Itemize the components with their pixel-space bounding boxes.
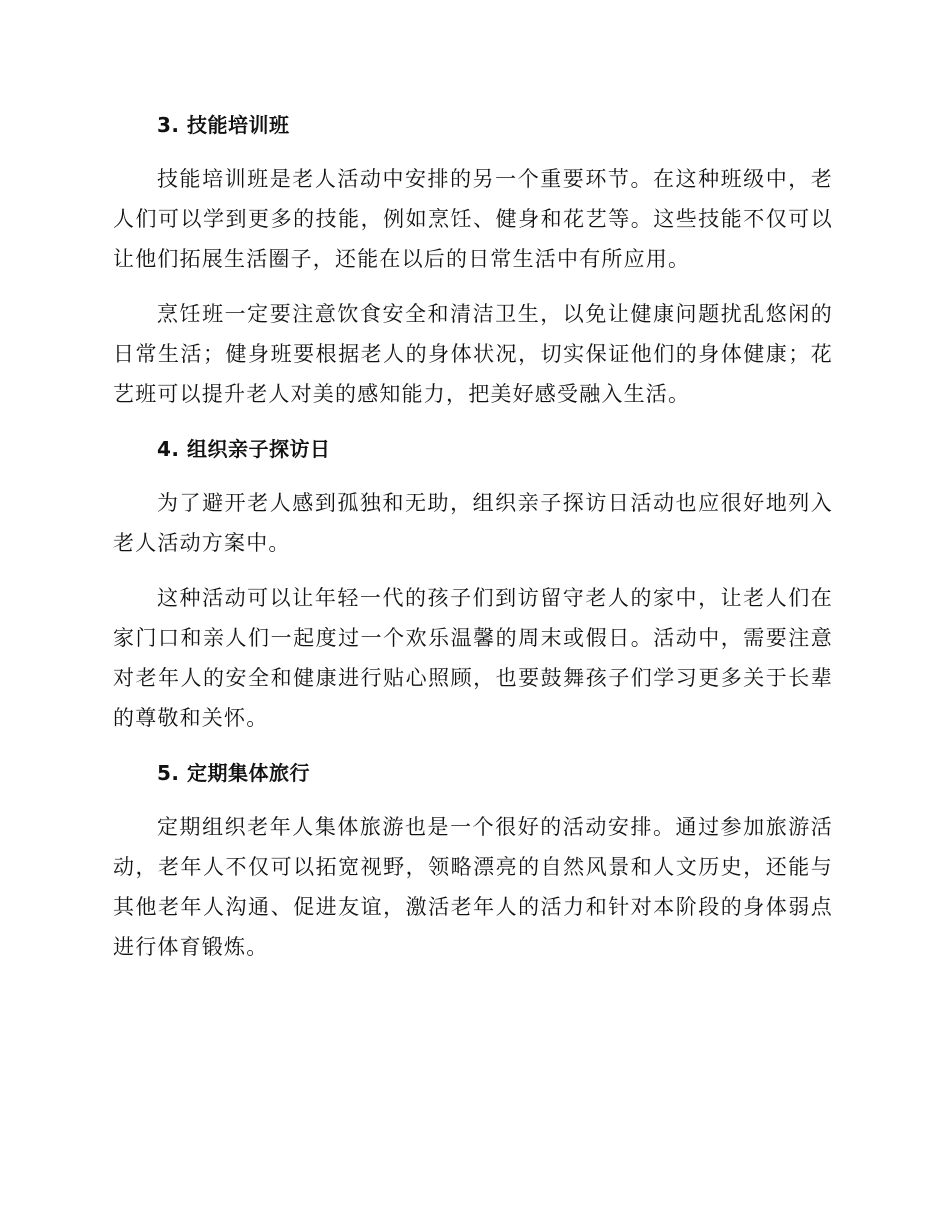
paragraph: 烹饪班一定要注意饮食安全和清洁卫生，以免让健康问题扰乱悠闲的日常生活；健身班要根据老人的身体状况，切实保证他们的身体健康；花艺班可以提升老人对美的感知能力，把美好感受融入生活。 bbox=[113, 302, 833, 406]
section-heading-family-visit-day: 4. 组织亲子探访日 bbox=[157, 437, 331, 461]
paragraph: 定期组织老年人集体旅游也是一个很好的活动安排。通过参加旅游活动，老年人不仅可以拓宽视野，领略漂亮的自然风景和人文历史，还能与其他老年人沟通、促进友谊，激活老年人的活力和针对本阶段的身体弱点进行体育锻炼。 bbox=[113, 815, 833, 959]
paragraph: 技能培训班是老人活动中安排的另一个重要环节。在这种班级中，老人们可以学到更多的技能，例如烹饪、健身和花艺等。这些技能不仅可以让他们拓展生活圈子，还能在以后的日常生活中有所应用。 bbox=[113, 167, 833, 271]
section-heading-skills-training: 3. 技能培训班 bbox=[157, 113, 290, 137]
paragraph: 为了避开老人感到孤独和无助，组织亲子探访日活动也应很好地列入老人活动方案中。 bbox=[113, 491, 833, 555]
paragraph: 这种活动可以让年轻一代的孩子们到访留守老人的家中，让老人们在家门口和亲人们一起度过一个欢乐温馨的周末或假日。活动中，需要注意对老年人的安全和健康进行贴心照顾，也要鼓舞孩子们学习更多关于长辈的尊敬和关怀。 bbox=[113, 586, 833, 730]
document-body bbox=[113, 105, 833, 982]
section-heading-group-travel: 5. 定期集体旅行 bbox=[157, 761, 310, 785]
